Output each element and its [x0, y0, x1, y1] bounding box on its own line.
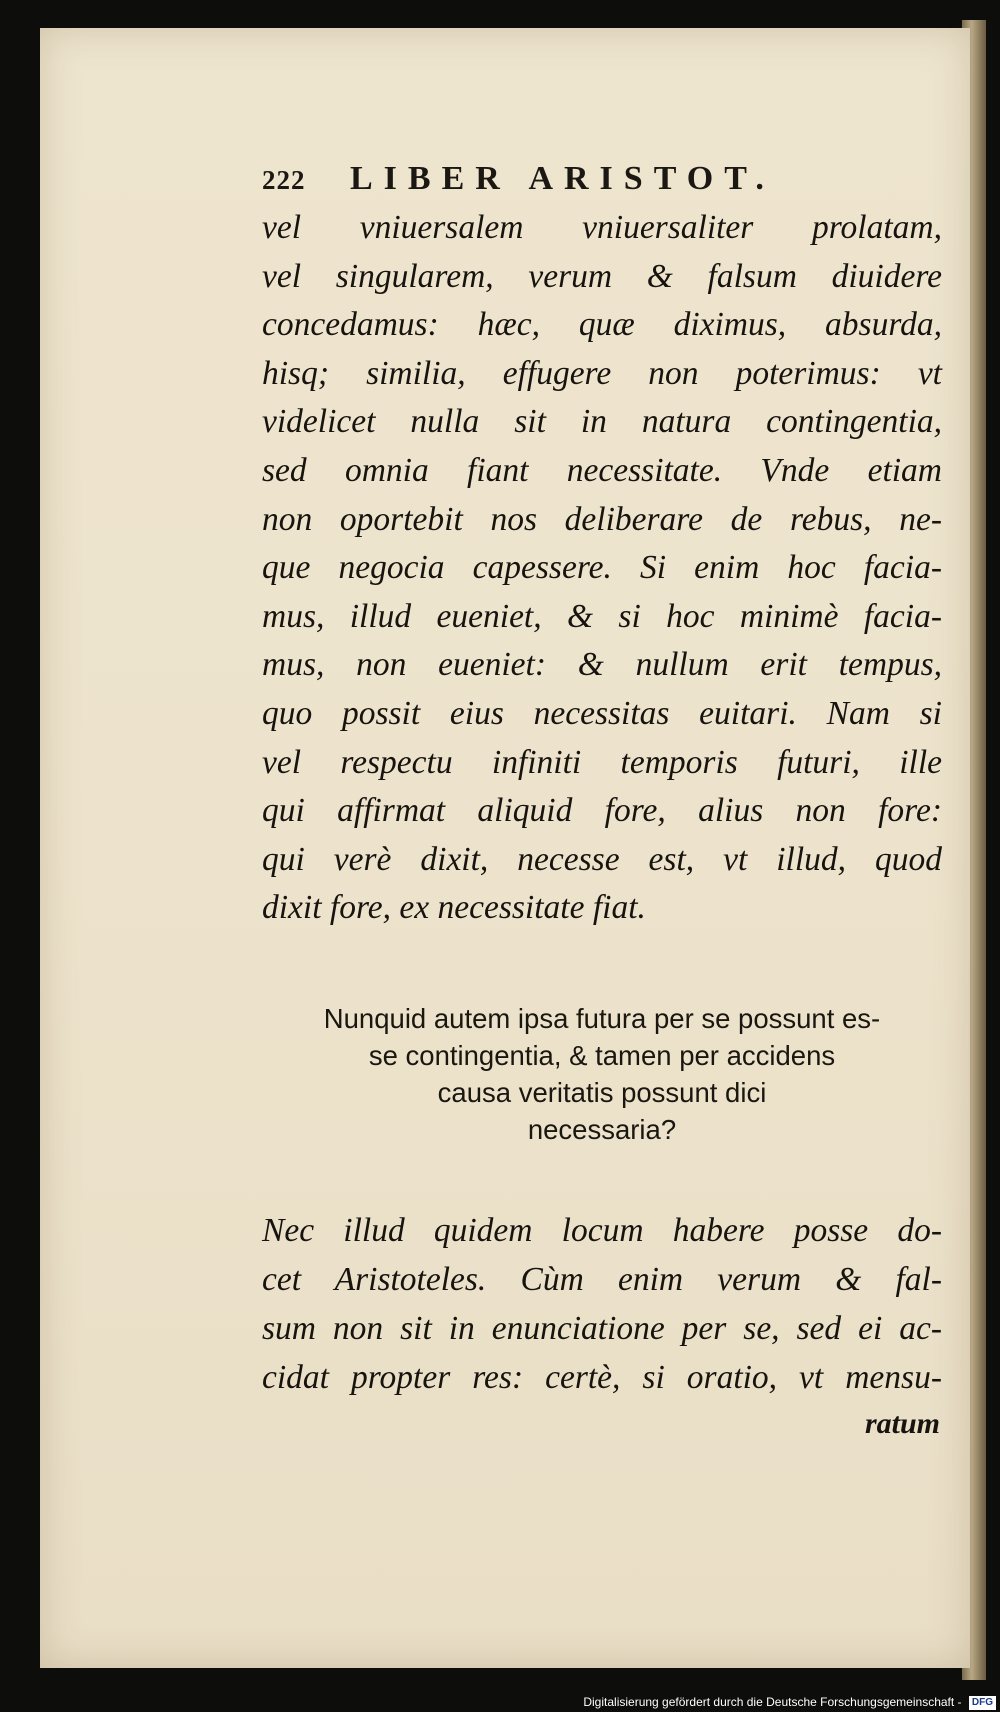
text-line: que negocia capessere. Si enim hoc facia-	[262, 549, 942, 587]
text-line: qui affirmat aliquid fore, alius non fore:	[262, 792, 942, 830]
running-head	[262, 160, 942, 200]
catchword: ratum	[864, 1407, 940, 1440]
text-line: vel singularem, verum & falsum diuidere	[262, 257, 942, 295]
dfg-logo: DFG	[969, 1696, 996, 1710]
heading-line: causa veritatis possunt dici	[437, 1077, 767, 1108]
text-line: cet Aristoteles. Cùm enim verum & fal-	[262, 1261, 942, 1298]
section-heading	[262, 1000, 942, 1148]
digitization-footer	[0, 1692, 996, 1712]
heading-line: Nunquid autem ipsa futura per se possunt es-	[323, 1003, 881, 1034]
text-line: cidat propter res: certè, si oratio, vt mensu-	[262, 1359, 942, 1396]
text-line: hisq; similia, effugere non poterimus: vt	[262, 354, 942, 392]
text-line: vel vniuersalem vniuersaliter prolatam,	[262, 209, 942, 246]
text-line: sum non sit in enunciatione per se, sed ei ac-	[262, 1310, 942, 1347]
text-line: sed omnia fiant necessitate. Vnde etiam	[262, 451, 942, 489]
heading-line: se contingentia, & tamen per accidens	[368, 1040, 836, 1071]
text-line: videlicet nulla sit in natura contingentia,	[262, 403, 942, 441]
body-paragraph-1	[262, 204, 942, 933]
text-line: qui verè dixit, necesse est, vt illud, quod	[262, 840, 942, 878]
footer-credit: Digitalisierung gefördert durch die Deutsche Forschungsgemeinschaft -	[583, 1695, 962, 1709]
text-line: quo possit eius necessitas euitari. Nam si	[262, 694, 942, 732]
body-paragraph-2	[262, 1206, 942, 1402]
text-line: non oportebit nos deliberare de rebus, ne-	[262, 500, 942, 538]
text-line: concedamus: hæc, quæ diximus, absurda,	[262, 306, 942, 344]
text-line: vel respectu infiniti temporis futuri, ille	[262, 743, 942, 781]
text-line: Nec illud quidem locum habere posse do-	[262, 1212, 942, 1249]
text-line: mus, non eueniet: & nullum erit tempus,	[262, 646, 942, 684]
heading-line: necessaria?	[527, 1114, 677, 1145]
text-line: mus, illud eueniet, & si hoc minimè facia-	[262, 597, 942, 635]
running-title: LIBER ARISTOT.	[350, 160, 775, 197]
text-line: dixit fore, ex necessitate fiat.	[262, 889, 646, 927]
page-number: 222	[262, 165, 306, 195]
